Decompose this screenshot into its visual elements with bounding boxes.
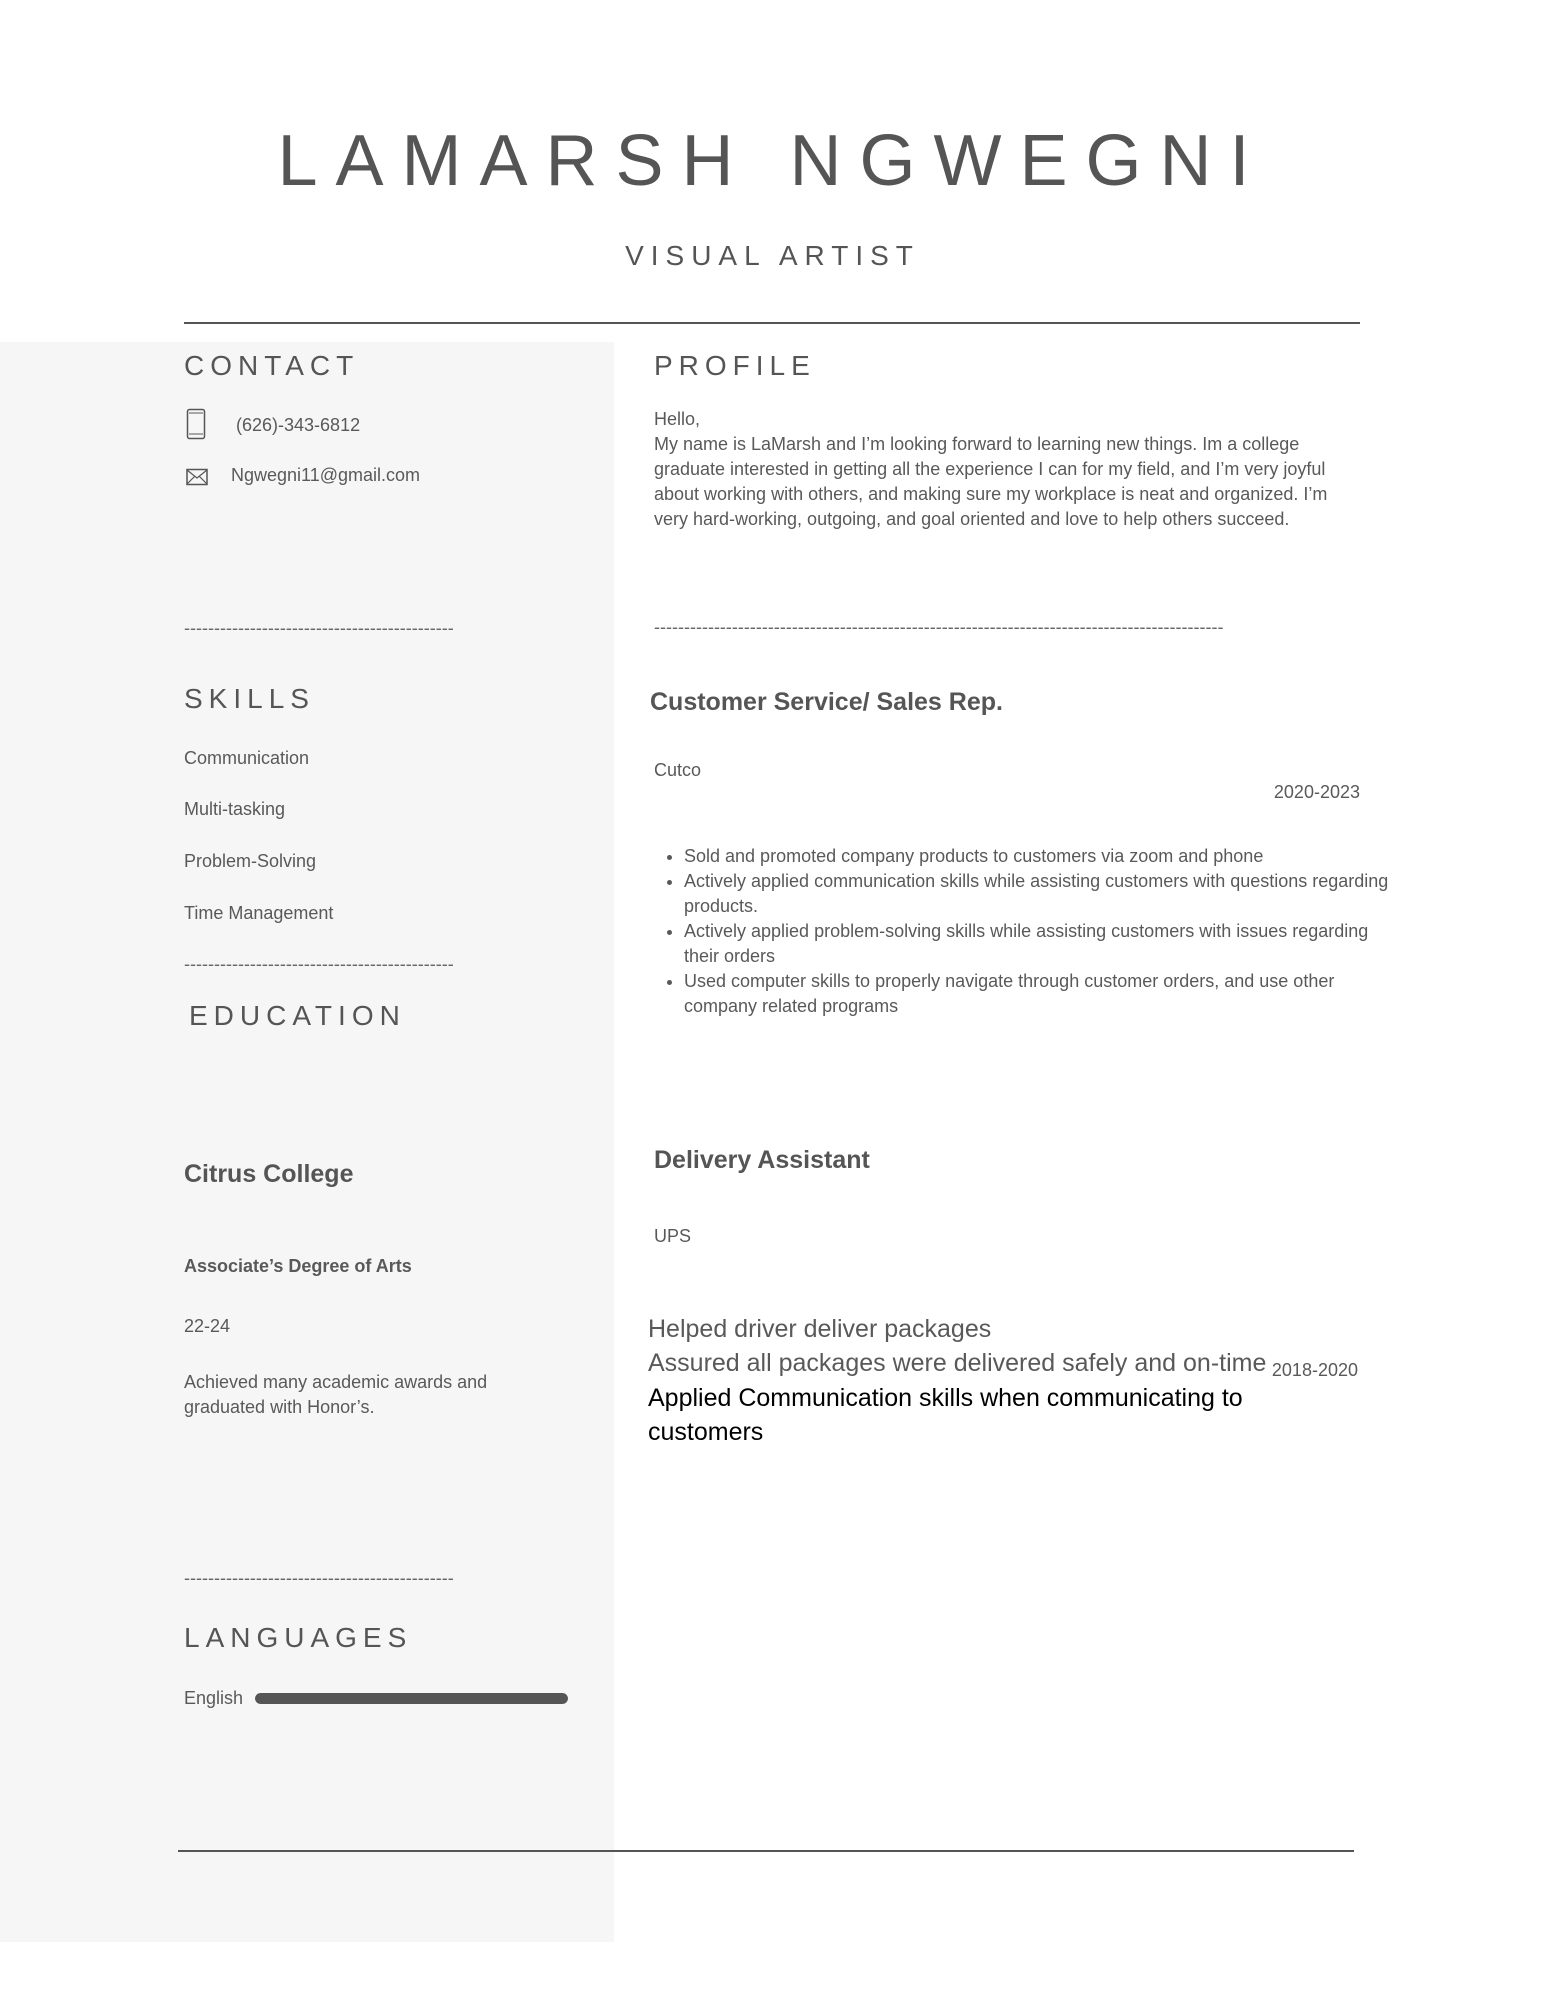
job-title: Delivery Assistant [654, 1146, 870, 1174]
person-title: VISUAL ARTIST [625, 240, 920, 271]
person-name: LAMARSH NGWEGNI [277, 121, 1268, 201]
company-name: UPS [654, 1226, 692, 1246]
section-divider: --------------------------------------------- [184, 954, 454, 974]
job-duty: • Used computer skills to properly navigate through customer orders, and use other company related programs [684, 969, 1390, 1019]
skill-item: Communication [184, 748, 310, 768]
contact-heading: CONTACT [184, 350, 360, 381]
profile-text: My name is LaMarsh and I’m looking forward to learning new things. Im a college graduate interested in getting all the experience I can for my field, and I’m very joyful about working with others, and making sure my workplace is neat and organized. I’m very hard-working, outgoing, and goal oriented and love to help others succeed. [654, 434, 1328, 529]
school-name: Citrus College [184, 1160, 354, 1188]
job-duty: Applied Communication skills when communicating to customers [648, 1384, 1243, 1446]
languages-heading: LANGUAGES [184, 1622, 413, 1653]
language-level-bar [255, 1693, 568, 1704]
language-level-fill [255, 1693, 568, 1704]
job-duty: • Actively applied problem-solving skills while assisting customers with issues regarding their orders [684, 919, 1390, 969]
job-duty: Helped driver deliver packages [648, 1315, 992, 1343]
header-divider [184, 322, 1360, 324]
degree-name: Associate’s Degree of Arts [184, 1256, 412, 1276]
company-name: Cutco [654, 760, 702, 780]
job-duty: • Actively applied communication skills while assisting customers with questions regarding products. [684, 869, 1390, 919]
section-divider: --------------------------------------------- [184, 618, 454, 638]
phone-number[interactable]: (626)-343-6812 [236, 415, 361, 435]
phone-icon [186, 408, 206, 445]
skill-item: Problem-Solving [184, 851, 317, 871]
skill-item: Time Management [184, 903, 334, 923]
envelope-icon [186, 468, 208, 491]
job-dates: 2018-2020 [1271, 1360, 1358, 1380]
email-address[interactable]: Ngwegni11@gmail.com [231, 465, 421, 485]
skills-heading: SKILLS [184, 683, 315, 714]
skill-item: Multi-tasking [184, 799, 286, 819]
profile-greeting: Hello, [654, 409, 701, 429]
education-note: Achieved many academic awards and graduated with Honor’s. [184, 1372, 488, 1417]
language-name: English [184, 1688, 244, 1708]
job-title: Customer Service/ Sales Rep. [650, 688, 1003, 716]
job-dates: 2020-2023 [1273, 782, 1360, 802]
job-duty: • Sold and promoted company products to customers via zoom and phone [684, 844, 1390, 869]
job-duty: Assured all packages were delivered safely and on-time [648, 1349, 1267, 1377]
footer-divider [178, 1850, 1354, 1852]
profile-heading: PROFILE [654, 350, 816, 381]
education-heading: EDUCATION [189, 1000, 406, 1031]
job-duties-list [654, 844, 1390, 1019]
education-years: 22-24 [184, 1316, 231, 1336]
section-divider: --------------------------------------------- [184, 1568, 454, 1588]
section-divider: ----------------------------------------------------------------------------------------------- [654, 617, 1224, 637]
